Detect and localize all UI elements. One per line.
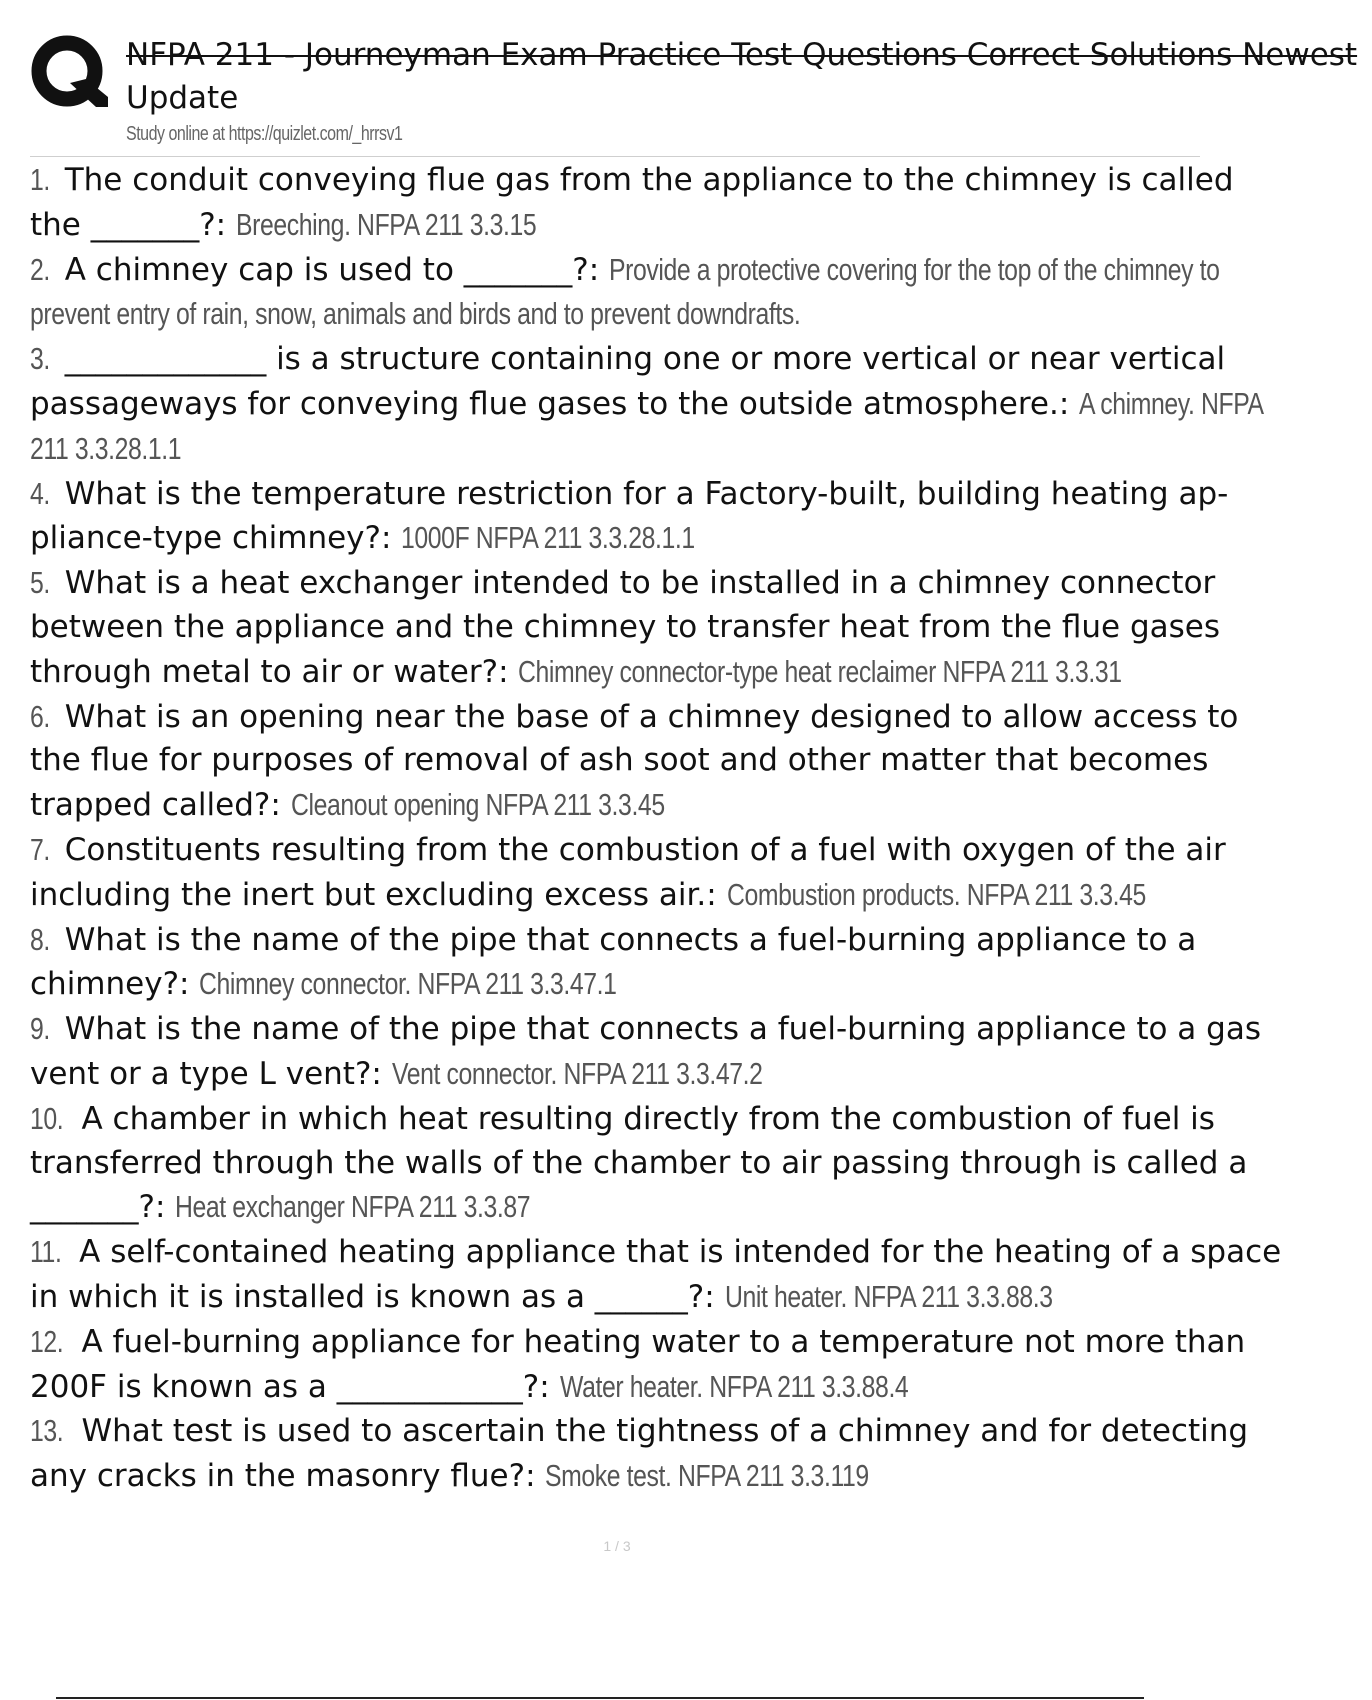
answer-text: Chimney connector-type heat reclaimer NFPA 211 3.3.31: [518, 653, 1123, 689]
question-text: through metal to air or water?:: [30, 653, 519, 690]
answer-text: Water heater. NFPA 211 3.3.88.4: [559, 1368, 908, 1404]
question-text: 200F is known as a ____________?:: [30, 1368, 560, 1405]
text-line: [30, 1097, 1215, 1142]
question-number: 3.: [30, 341, 50, 377]
question-number: 11.: [30, 1234, 62, 1270]
question-number: 1.: [30, 162, 50, 197]
text-line: [30, 1052, 1200, 1097]
text-line: [30, 248, 1220, 293]
text-line: [30, 1185, 1200, 1230]
question-number: 12.: [30, 1323, 64, 1359]
question-text: the _______?:: [30, 206, 236, 243]
question-number: 2.: [30, 251, 50, 287]
text-line: [30, 650, 1200, 695]
footer-divider: [56, 1697, 1144, 1699]
header-divider: [30, 156, 1200, 157]
question-text: _______?:: [30, 1189, 176, 1226]
answer-text: Unit heater. NFPA 211 3.3.88.3: [724, 1278, 1053, 1314]
text-line: [30, 695, 1239, 740]
page-number: 1 / 3: [603, 1538, 631, 1554]
text-line: [30, 1230, 1282, 1275]
text-line: [30, 739, 1209, 783]
question-text: A fuel-burning appliance for heating water to a temperature not more than: [71, 1323, 1246, 1360]
text-line: [30, 1454, 1200, 1499]
question-text: Constituents resulting from the combustion of a fuel with oxygen of the air: [54, 831, 1226, 868]
question-number: 8.: [30, 921, 50, 957]
question-text: pliance-type chimney?:: [30, 520, 402, 557]
text-line: [30, 1275, 1200, 1320]
question-text: A self-contained heating appliance that is intended for the heating of a space: [69, 1234, 1282, 1271]
question-text: vent or a type L vent?:: [30, 1055, 392, 1092]
answer-text: Breeching. NFPA 211 3.3.15: [235, 206, 537, 242]
answer-text: prevent entry of rain, snow, animals and birds and to prevent downdrafts.: [30, 296, 801, 332]
question-text: passageways for conveying flue gases to the outside atmosphere.:: [30, 385, 1080, 422]
text-line: [30, 962, 1200, 1007]
text-line: [30, 472, 1229, 517]
question-number: 6.: [30, 698, 50, 734]
question-text: What is the name of the pipe that connects a fuel-burning appliance to a gas: [54, 1011, 1261, 1048]
question-text: What is the name of the pipe that connects a fuel-burning appliance to a: [54, 921, 1197, 958]
answer-text: Cleanout opening NFPA 211 3.3.45: [290, 787, 665, 823]
question-text: the flue for purposes of removal of ash soot and other matter that becomes: [30, 742, 1209, 779]
text-line: [30, 873, 1200, 918]
question-text: What is an opening near the base of a chimney designed to allow access to: [54, 698, 1239, 735]
question-text: between the appliance and the chimney to transfer heat from the flue gases: [30, 608, 1221, 645]
answer-text: Vent connector. NFPA 211 3.3.47.2: [391, 1055, 763, 1091]
text-line: [30, 382, 1264, 427]
question-text: What test is used to ascertain the tightness of a chimney and for detecting: [71, 1413, 1249, 1450]
text-line: [30, 292, 1200, 337]
text-line: [30, 203, 1200, 248]
answer-text: Combustion products. NFPA 211 3.3.45: [726, 876, 1146, 912]
answer-text: A chimney. NFPA: [1079, 385, 1264, 421]
question-text: A chamber in which heat resulting directly from the combustion of fuel is: [71, 1100, 1215, 1137]
question-text: The conduit conveying flue gas from the appliance to the chimney is called: [54, 162, 1234, 198]
text-line: [30, 337, 1226, 382]
answer-text: Heat exchanger NFPA 211 3.3.87: [175, 1189, 531, 1225]
study-online-link[interactable]: Study online at https://quizlet.com/_hrrsv1: [126, 123, 403, 145]
answer-text: 211 3.3.28.1.1: [30, 430, 182, 466]
text-line: [30, 1142, 1248, 1186]
question-text: any cracks in the masonry flue?:: [30, 1458, 546, 1495]
title-block: [126, 33, 1358, 119]
question-number: 13.: [30, 1413, 64, 1449]
question-text: in which it is installed is known as a ______?:: [30, 1278, 725, 1315]
question-number: 9.: [30, 1011, 50, 1047]
quizlet-logo-icon: [30, 33, 108, 113]
text-line: [30, 1365, 1200, 1410]
question-number: 10.: [30, 1100, 64, 1136]
question-text: What is the temperature restriction for a Factory-built, building heating ap-: [54, 475, 1229, 512]
text-line: [30, 1320, 1246, 1365]
question-number: 7.: [30, 831, 50, 867]
answer-text: 1000F NFPA 211 3.3.28.1.1: [401, 520, 696, 556]
text-line: [30, 828, 1226, 873]
answer-text: Chimney connector. NFPA 211 3.3.47.1: [199, 966, 617, 1002]
question-text: trapped called?:: [30, 787, 291, 824]
document-header: [0, 0, 1358, 160]
text-line: [30, 918, 1200, 963]
text-line: [30, 158, 1234, 203]
answer-text: Smoke test. NFPA 211 3.3.119: [545, 1458, 870, 1494]
text-line: [30, 1409, 1249, 1454]
text-line: [30, 783, 1200, 828]
text-line: [30, 1007, 1261, 1052]
question-text: A chimney cap is used to _______?:: [54, 251, 610, 288]
text-line: [30, 427, 1200, 472]
text-line: [30, 516, 1200, 561]
question-text: transferred through the walls of the chamber to air passing through is called a: [30, 1144, 1248, 1181]
question-text: What is a heat exchanger intended to be installed in a chimney connector: [54, 565, 1216, 602]
question-list: [30, 158, 1282, 1499]
text-line: [30, 606, 1221, 650]
text-line: [30, 561, 1216, 606]
answer-text: Provide a protective covering for the top of the chimney to: [609, 251, 1220, 287]
question-text: _____________ is a structure containing one or more vertical or near vertical: [54, 341, 1226, 378]
question-number: 4.: [30, 475, 50, 511]
document-title: NFPA 211 - Journeyman Exam Practice Test Questions Correct Solutions Newest: [126, 37, 1358, 73]
question-text: chimney?:: [30, 966, 200, 1003]
document-title-continued: Update: [126, 80, 239, 116]
question-text: including the inert but excluding excess air.:: [30, 876, 727, 913]
question-number: 5.: [30, 565, 50, 601]
